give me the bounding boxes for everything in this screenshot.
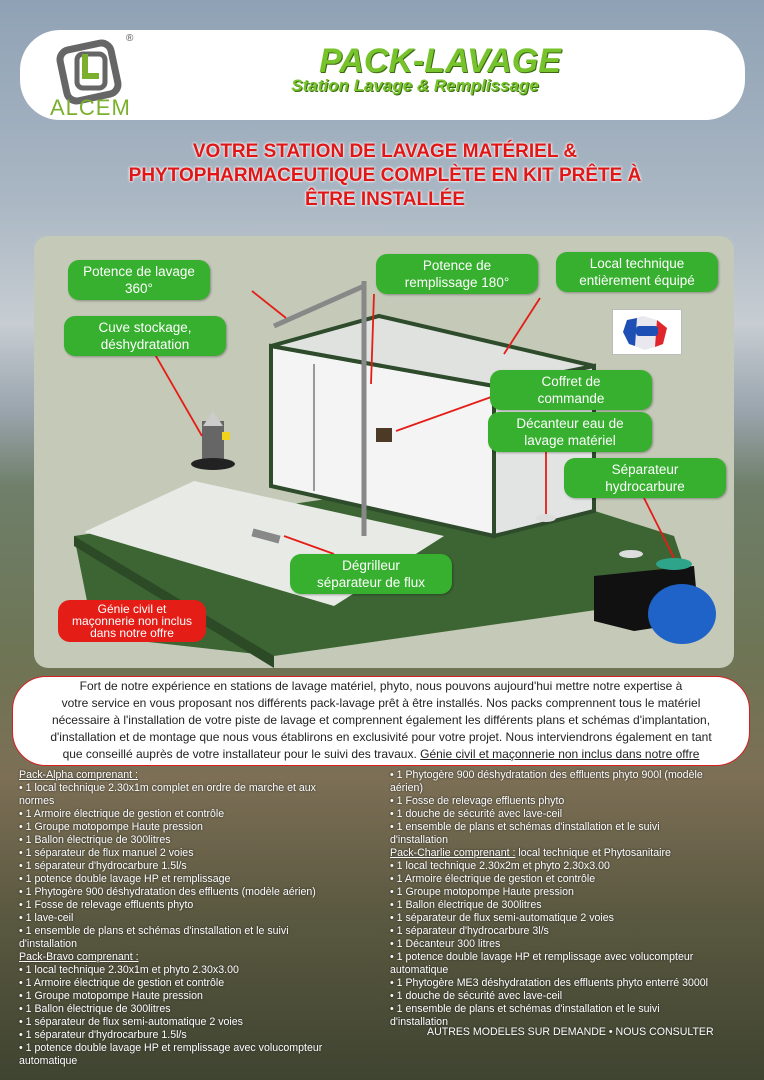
list-item: • 1 local technique 2.30x2m et phyto 2.30x3.00 bbox=[390, 860, 610, 872]
headline-line: PHYTOPHARMACEUTIQUE COMPLÈTE EN KIT PRÊTE À bbox=[128, 165, 642, 186]
label-cuve-stockage: Cuve stockage, déshydratation bbox=[64, 316, 226, 356]
list-item: • 1 Phytogère ME3 déshydratation des effluents phyto enterré 3000l bbox=[390, 977, 708, 989]
list-item: • 1 Phytogère 900 déshydratation des effluents phyto 900l (modèle bbox=[390, 769, 703, 781]
label-potence-remplissage: Potence de remplissage 180° bbox=[376, 254, 538, 294]
list-item: • 1 Phytogère 900 déshydratation des effluents (modèle aérien) bbox=[19, 886, 316, 898]
intro-line: Fort de notre expérience en stations de lavage matériel, phyto, nous pouvons aujourd'hui mettre notre expertise à bbox=[79, 679, 683, 693]
intro-line: votre service en vous proposant nos différents pack-lavage prêt à être installés. Nos packs comprennent tous le matériel bbox=[61, 696, 701, 710]
list-item: • 1 potence double lavage HP et remplissage avec volucompteur bbox=[390, 951, 694, 963]
list-item: • 1 séparateur d'hydrocarbure 1.5l/s bbox=[19, 860, 187, 872]
page-subtitle: Station Lavage & Remplissage bbox=[291, 76, 539, 95]
label-decanteur: Décanteur eau de lavage matériel bbox=[488, 412, 652, 452]
label-genie-civil: Génie civil et maçonnerie non inclus dans notre offre bbox=[58, 600, 206, 642]
right-column bbox=[390, 769, 752, 1029]
list-item: • 1 douche de sécurité avec lave-ceil bbox=[390, 990, 563, 1002]
list-item: • 1 Ballon électrique de 300litres bbox=[390, 899, 542, 911]
list-item: d'installation bbox=[19, 938, 77, 950]
france-flag-icon bbox=[612, 309, 682, 355]
headline bbox=[70, 140, 700, 212]
list-item: d'installation bbox=[390, 834, 448, 846]
list-item: automatique bbox=[19, 1055, 78, 1067]
list-item: • 1 Armoire électrique de gestion et contrôle bbox=[19, 977, 225, 989]
label-degrilleur: Dégrilleur séparateur de flux bbox=[290, 554, 452, 594]
left-column bbox=[19, 769, 379, 1068]
list-item: • 1 ensemble de plans et schémas d'installation et le suivi bbox=[19, 925, 289, 937]
list-item: • 1 Ballon électrique de 300litres bbox=[19, 834, 171, 846]
list-item: • 1 Armoire électrique de gestion et contrôle bbox=[19, 808, 225, 820]
headline-line: ÊTRE INSTALLÉE bbox=[304, 189, 466, 210]
page-title: PACK-LAVAGE bbox=[319, 42, 561, 80]
list-item: • 1 séparateur de flux manuel 2 voies bbox=[19, 847, 194, 859]
station-diagram bbox=[34, 236, 734, 668]
list-item: • 1 Armoire électrique de gestion et contrôle bbox=[390, 873, 596, 885]
label-local-technique: Local technique entièrement équipé bbox=[556, 252, 718, 292]
list-item: • 1 potence double lavage HP et remplissage bbox=[19, 873, 231, 885]
list-item: • 1 local technique 2.30x1m complet en ordre de marche et aux bbox=[19, 782, 316, 794]
pack-heading: Pack-Bravo comprenant : bbox=[19, 951, 139, 963]
list-item: • 1 séparateur de flux semi-automatique 2 voies bbox=[390, 912, 614, 924]
label-potence-lavage: Potence de lavage 360° bbox=[68, 260, 210, 300]
list-item: d'installation bbox=[390, 1016, 448, 1028]
intro-line: d'installation et de montage que nous vous établirons en exclusivité pour votre projet. Nous interviendrons également en tant bbox=[50, 730, 712, 744]
list-item: normes bbox=[19, 795, 55, 807]
registered-mark: ® bbox=[126, 33, 134, 44]
list-item: • 1 ensemble de plans et schémas d'installation et le suivi bbox=[390, 1003, 660, 1015]
list-item: • 1 séparateur d'hydrocarbure 3l/s bbox=[390, 925, 549, 937]
list-item: • 1 séparateur de flux semi-automatique 2 voies bbox=[19, 1016, 243, 1028]
brand-name: ALCEM bbox=[50, 95, 131, 120]
list-item: • 1 Fosse de relevage effluents phyto bbox=[390, 795, 565, 807]
list-item: • 1 Décanteur 300 litres bbox=[390, 938, 501, 950]
list-item: • 1 lave-ceil bbox=[19, 912, 74, 924]
list-item: • 1 Fosse de relevage effluents phyto bbox=[19, 899, 194, 911]
list-item: • 1 local technique 2.30x1m et phyto 2.30x3.00 bbox=[19, 964, 239, 976]
label-coffret-commande: Coffret de commande bbox=[490, 370, 652, 410]
list-item: aérien) bbox=[390, 782, 423, 794]
list-item: • 1 séparateur d'hydrocarbure 1.5l/s bbox=[19, 1029, 187, 1041]
intro-line: que conseillé auprès de votre installateur pour le suivi des travaux. Génie civil et maçonnerie non inclus dans notre offre bbox=[62, 747, 700, 761]
list-item: • 1 Groupe motopompe Haute pression bbox=[390, 886, 574, 898]
intro-underlined-note: Génie civil et maçonnerie non inclus dans notre offre bbox=[420, 747, 700, 761]
pack-heading: Pack-Alpha comprenant : bbox=[19, 769, 138, 781]
pack-heading: Pack-Charlie comprenant : local technique et Phytosanitaire bbox=[390, 847, 671, 859]
headline-line: VOTRE STATION DE LAVAGE MATÉRIEL & bbox=[192, 141, 578, 162]
intro-paragraph bbox=[12, 676, 750, 766]
list-item: automatique bbox=[390, 964, 449, 976]
list-item: • 1 Groupe motopompe Haute pression bbox=[19, 990, 203, 1002]
footer-note: AUTRES MODELES SUR DEMANDE • NOUS CONSULTER bbox=[427, 1026, 714, 1038]
list-item: • 1 Groupe motopompe Haute pression bbox=[19, 821, 203, 833]
list-item: • 1 douche de sécurité avec lave-ceil bbox=[390, 808, 563, 820]
list-item: • 1 potence double lavage HP et remplissage avec volucompteur bbox=[19, 1042, 323, 1054]
intro-line: nécessaire à l'installation de votre piste de lavage et comprennent également les différents plans et schémas d'implantation, bbox=[51, 713, 711, 727]
list-item: • 1 Ballon électrique de 300litres bbox=[19, 1003, 171, 1015]
label-separateur-hydrocarbure: Séparateur hydrocarbure bbox=[564, 458, 726, 498]
list-item: • 1 ensemble de plans et schémas d'installation et le suivi bbox=[390, 821, 660, 833]
